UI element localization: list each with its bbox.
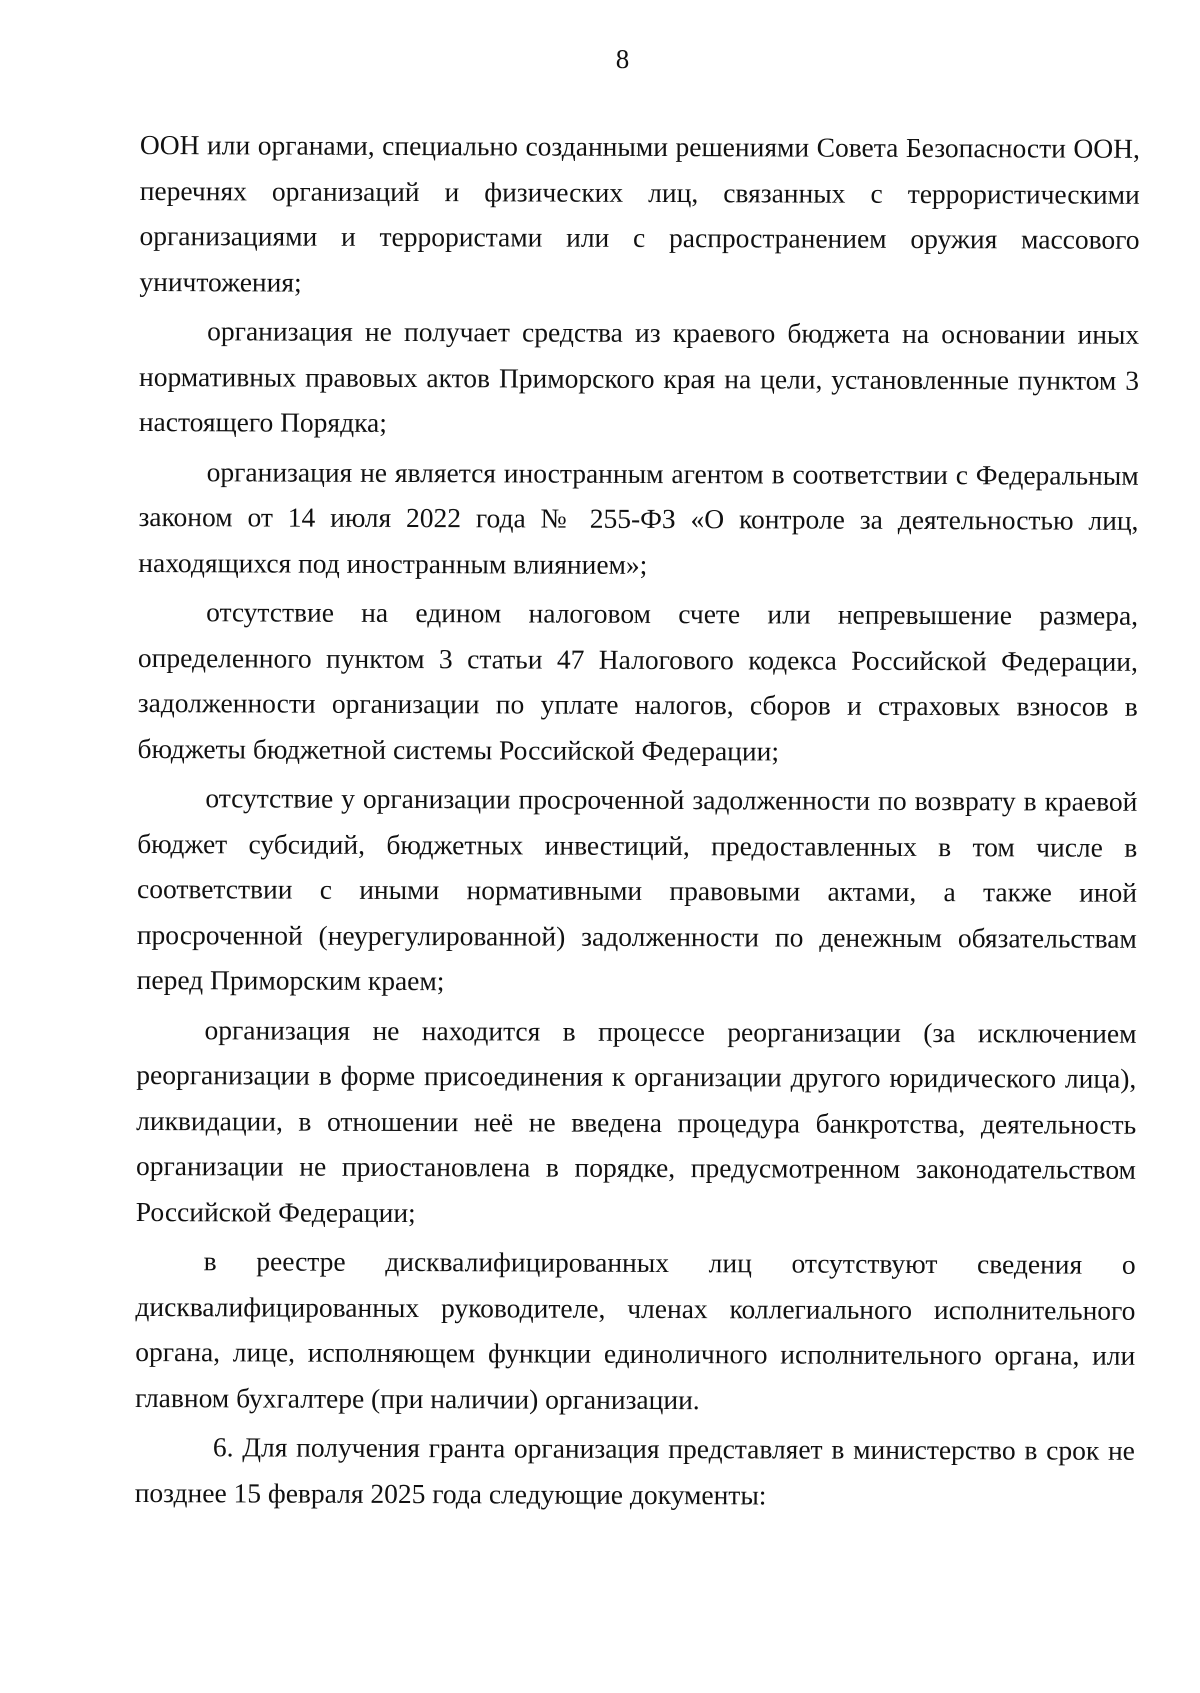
paragraph-4: отсутствие на едином налоговом счете или непревышение размера, определенного пунктом 3 статьи 47 Налогового кодекса Российской Федерации, задолженности организации по уплате налогов, сборов и страховых взносов в бюджеты бюджетной системы Российской Федерации; [137,596,1139,766]
paragraph-7: в реестре дисквалифицированных лиц отсутствуют сведения о дисквалифицированных руководителе, членах коллегиального исполнительного органа, лице, исполняющем функции единоличного исполнительного органа, или главном бухгалтере (при наличии) организации. [135,1245,1136,1415]
paragraph-1: ООН или органами, специально созданными решениями Совета Безопасности ООН, перечнях организаций и физических лиц, связанных с террористическими организациями и террористами или с распространением оружия массового уничтожения; [139,128,1140,298]
paragraph-8: 6. Для получения гранта организация представляет в министерство в срок не позднее 15 февраля 2025 года следующие документы: [134,1431,1135,1510]
document-body [135,122,1140,1523]
paragraph-5: отсутствие у организации просроченной задолженности по возврату в краевой бюджет субсидий, бюджетных инвестиций, предоставленных в том числе в соответствии с иными нормативными правовыми актами, а также иной просроченной (неурегулированной) задолженности по денежным обязательствам перед Приморским краем; [136,782,1138,997]
page-number: 8 [615,44,630,74]
paragraph-2: организация не получает средства из краевого бюджета на основании иных нормативных правовых актов Приморского края на цели, установленные пунктом 3 настоящего Порядка; [138,315,1140,438]
paragraph-3: организация не является иностранным агентом в соответствии с Федеральным законом от 14 июля 2022 года № 255-ФЗ «О контроле за деятельностью лиц, находящихся под иностранным влиянием»; [138,455,1139,580]
paragraph-6: организация не находится в процессе реорганизации (за исключением реорганизации в форме присоединения к организации другого юридического лица), ликвидации, в отношении неё не введена процедура банкротства, деятельность организации не приостановлена в порядке, предусмотренном законодательством Российской Федерации; [135,1013,1137,1228]
